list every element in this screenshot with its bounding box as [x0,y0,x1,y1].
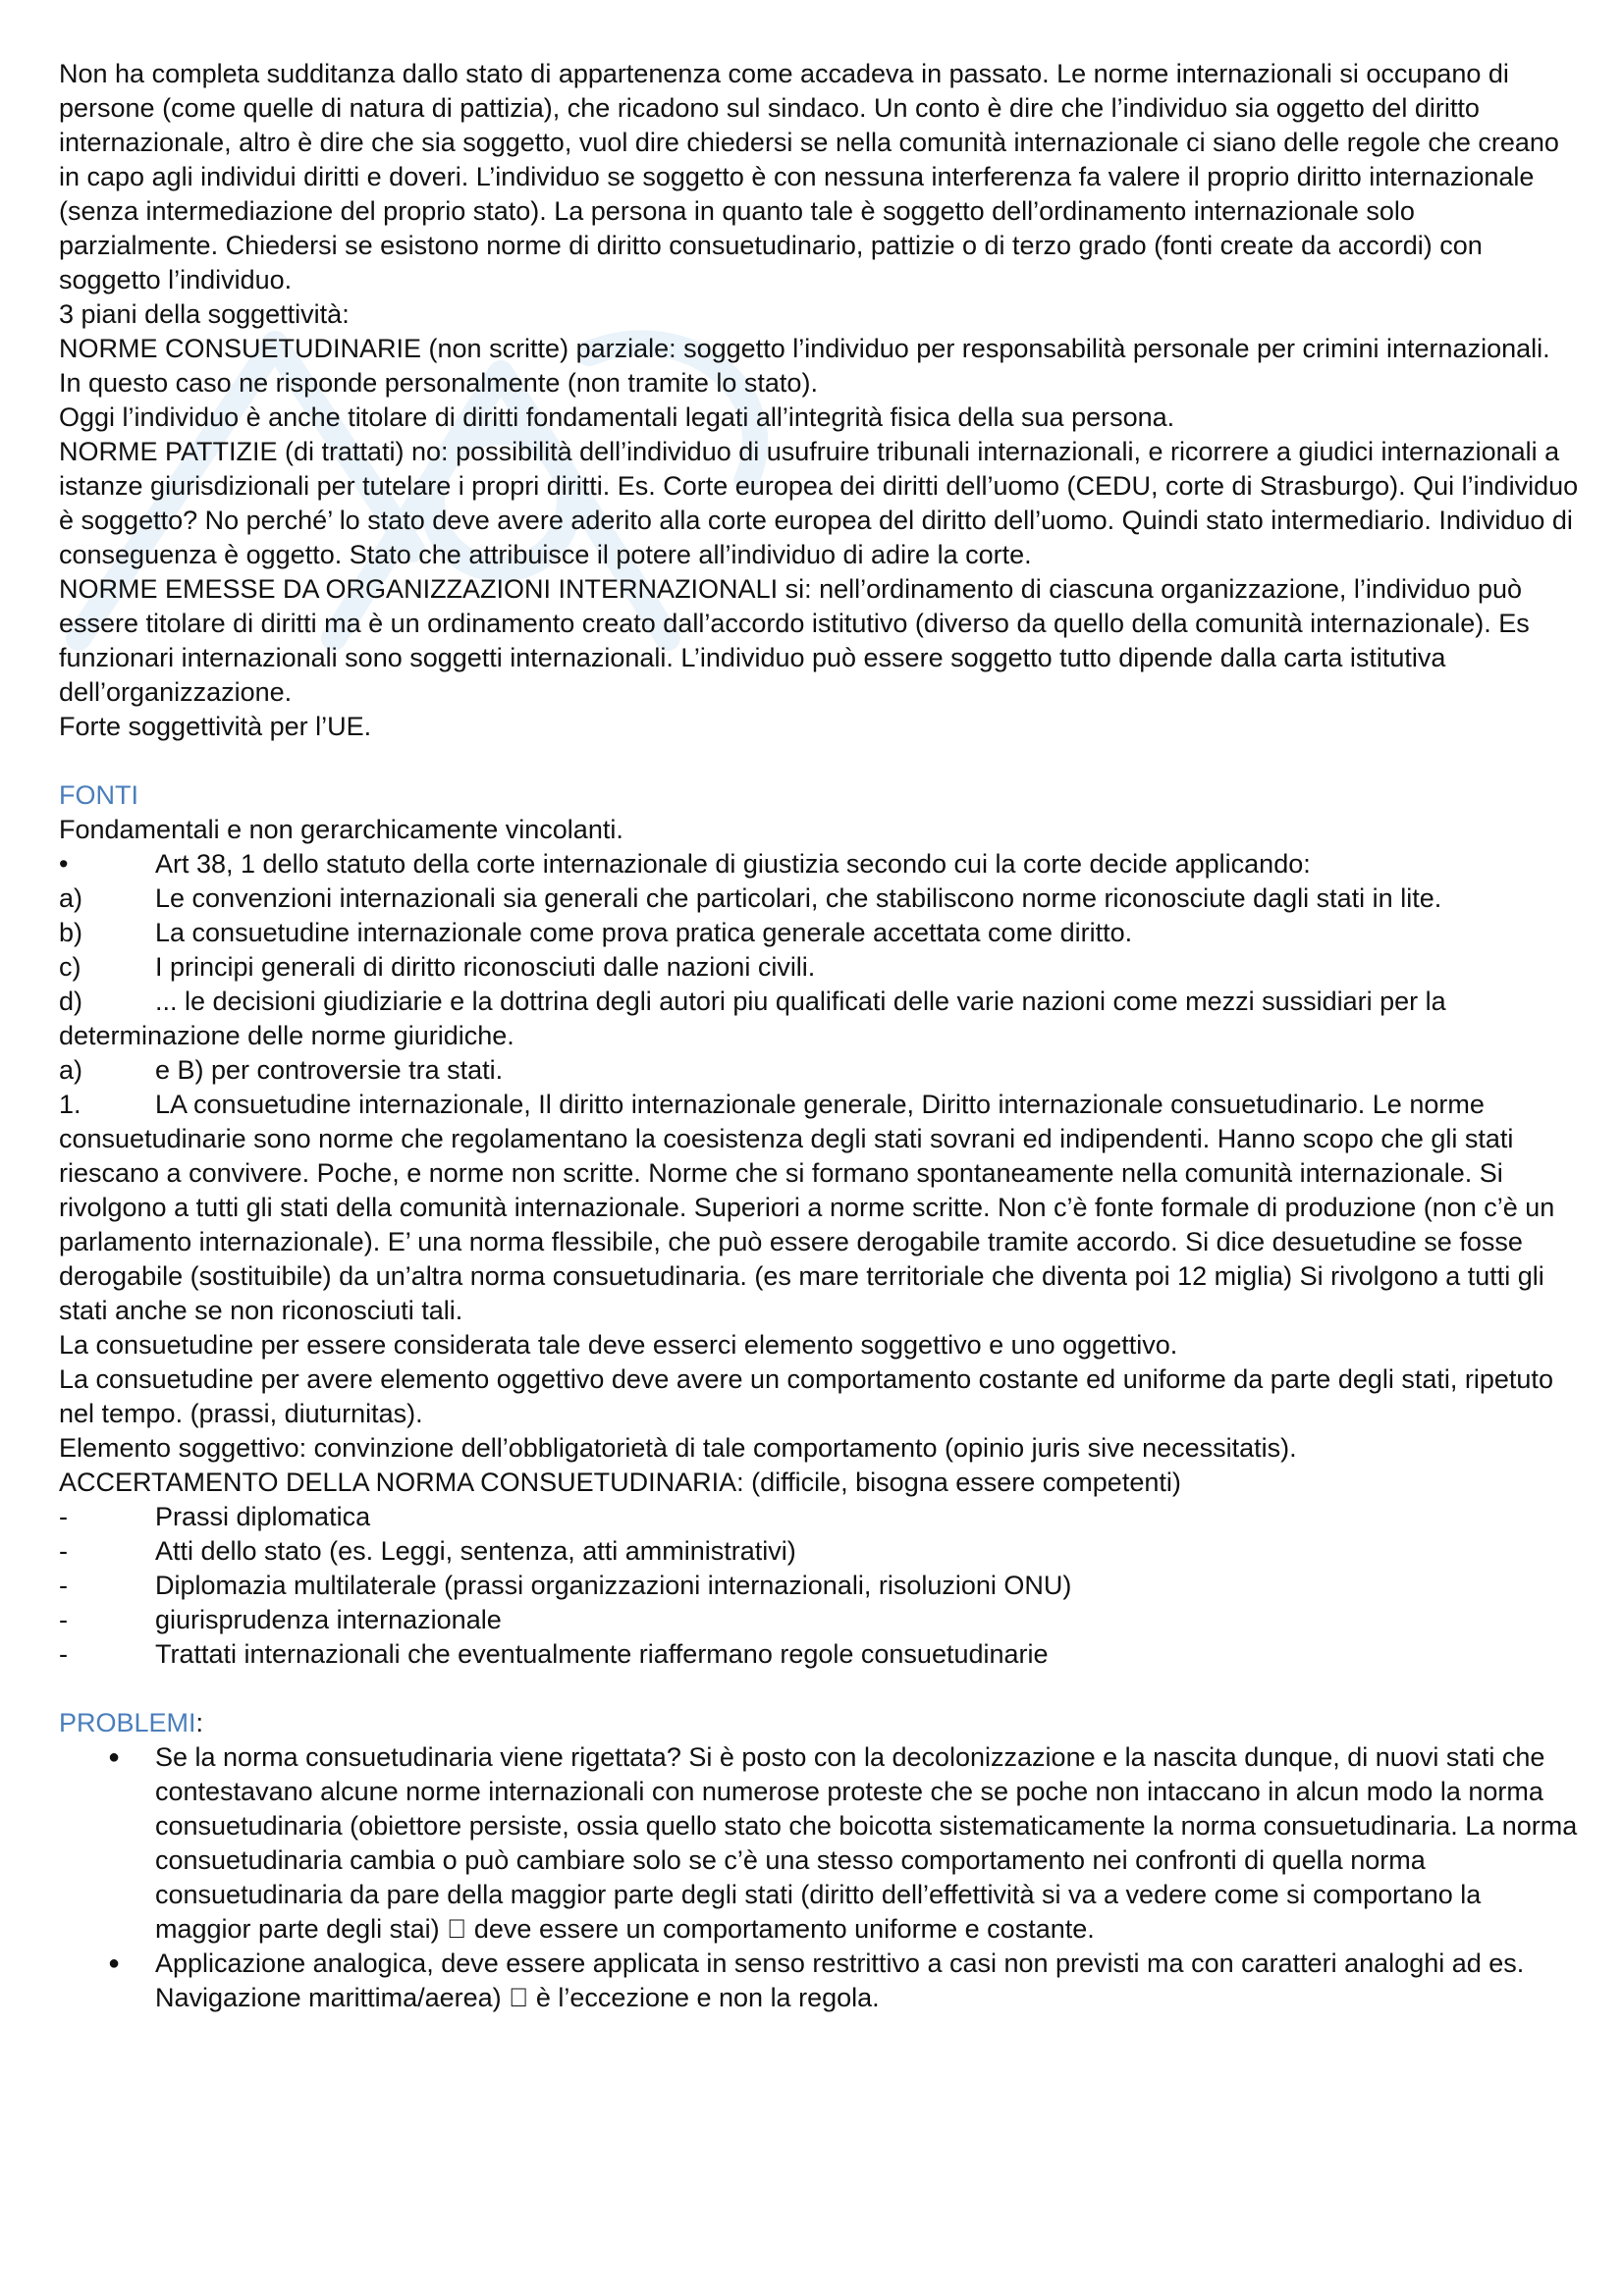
list-item-text: La consuetudine internazionale come prova pratica generale accettata come diritto. [155,918,1133,947]
dash-item-text: Prassi diplomatica [155,1502,371,1531]
dash-item-text: Atti dello stato (es. Leggi, sentenza, atti amministrativi) [155,1536,796,1566]
list-marker: d) [59,987,83,1016]
dash-list-item [59,1569,1579,1603]
dash-list-item [59,1500,1579,1534]
list-item-text: I principi generali di diritto riconosciuti dalle nazioni civili. [155,952,816,982]
document-page [59,57,1579,2015]
dash-item-text: giurisprudenza internazionale [155,1605,502,1634]
fonti-list-item [59,1053,1579,1088]
list-marker: c) [59,952,81,982]
dash-list-item [59,1637,1579,1672]
list-item-text: e B) per controversie tra stati. [155,1055,504,1085]
dash-list-item [59,1534,1579,1569]
dash-marker: - [59,1502,68,1531]
problemi-bullet: ● Se la norma consuetudinaria viene rigettata? Si è posto con la decolonizzazione e la nascita dunque, di nuovi stati che contestavano alcune norme internazionali con numerose proteste che se poche non intaccano in alcun modo la norma consuetudinaria (obiettore persiste, ossia quello stato che boicotta sistematicamente la norma consuetudinaria. La norma consuetudinaria cambia o può cambiare solo se c’è una stesso comportamento nei confronti di quella norma consuetudinaria da pare della maggior parte degli stati (diritto dell’effettività si va a vedere come si comportano la maggior parte degli stai) deve essere un comportamento uniforme e costante. [59,1740,1579,1947]
consuetudine-paragraph: La consuetudine per essere considerata tale deve esserci elemento soggettivo e uno oggettivo. [59,1330,1178,1360]
list-marker: b) [59,918,83,947]
problemi-heading: PROBLEMI [59,1708,196,1737]
soggettivita-title: 3 piani della soggettività: [59,299,350,329]
norme-organizzazioni-paragraph: NORME EMESSE DA ORGANIZZAZIONI INTERNAZIONALI si: nell’ordinamento di ciascuna organizzazione, l’individuo può essere titolare di diritti ma è un ordinamento creato dall’accordo istitutivo (diverso da quello della comunità internazionale). Es funzionari internazionali sono soggetti internazionali. L’individuo può essere soggetto tutto dipende dalla carta istitutiva dell’organizzazione. [59,574,1530,707]
fonti-subtitle: Fondamentali e non gerarchicamente vincolanti. [59,815,623,844]
problemi-list [59,1740,1579,2015]
diritti-fondamentali-paragraph: Oggi l’individuo è anche titolare di diritti fondamentali legati all’integrità fisica della sua persona. [59,402,1175,432]
problemi-bullet: ● Applicazione analogica, deve essere applicata in senso restrittivo a casi non previsti ma con caratteri analoghi ad es. Navigazione marittima/aerea) è l’eccezione e non la regola. [59,1947,1579,2015]
dash-item-text: Diplomazia multilaterale (prassi organizzazioni internazionali, risoluzioni ONU) [155,1571,1072,1600]
list-marker: a) [59,1055,83,1085]
dash-marker: - [59,1571,68,1600]
soggettivita-ue-paragraph: Forte soggettività per l’UE. [59,712,372,741]
list-item-text: Le convenzioni internazionali sia generali che particolari, che stabiliscono norme riconosciute dagli stati in lite. [155,883,1442,913]
accertamento-paragraph: ACCERTAMENTO DELLA NORMA CONSUETUDINARIA: (difficile, bisogna essere competenti) [59,1468,1181,1497]
norme-pattizie-paragraph: NORME PATTIZIE (di trattati) no: possibilità dell’individuo di usufruire tribunali internazionali, e ricorrere a giudici internazionali a istanze giurisdizionali per tutelare i propri diritti. Es. Corte europea dei diritti dell’uomo (CEDU, corte di Strasburgo). Qui l’individuo è soggetto? No perché’ lo stato deve avere aderito alla corte europea del diritto dell’uomo. Quindi stato intermediario. Individuo di conseguenza è oggetto. Stato che attribuisce il potere all’individuo di adire la corte. [59,437,1579,569]
dash-marker: - [59,1536,68,1566]
elemento-soggettivo-paragraph: Elemento soggettivo: convinzione dell’obbligatorietà di tale comportamento (opinio juris sive necessitatis). [59,1433,1297,1463]
dash-marker: - [59,1605,68,1634]
elemento-oggettivo-paragraph: La consuetudine per avere elemento oggettivo deve avere un comportamento costante ed uniforme da parte degli stati, ripetuto nel tempo. (prassi, diuturnitas). [59,1364,1553,1428]
intro-paragraph: Non ha completa sudditanza dallo stato di appartenenza come accadeva in passato. Le norme internazionali si occupano di persone (come quelle di natura di pattizia), che ricadono sul sindaco. Un conto è dire che l’individuo sia oggetto del diritto internazionale, altro è dire che sia soggetto, vuol dire chiedersi se nella comunità internazionale ci siano delle regole che creano in capo agli individui diritti e doveri. L’individuo se soggetto è con nessuna interferenza fa valere il proprio diritto internazionale (senza intermediazione del proprio stato). La persona in quanto tale è soggetto dell’ordinamento internazionale solo parzialmente. Chiedersi se esistono norme di diritto consuetudinario, pattizie o di terzo grado (fonti create da accordi) con soggetto l’individuo. [59,59,1559,294]
list-item-text: LA consuetudine internazionale, Il diritto internazionale generale, Diritto internazionale consuetudinario. Le norme consuetudinarie sono norme che regolamentano la coesistenza degli stati sovrani ed indipendenti. Hanno scopo che gli stati riescano a convivere. Poche, e norme non scritte. Norme che si formano spontaneamente nella comunità internazionale. Si rivolgono a tutti gli stati della comunità internazionale. Superiori a norme scritte. Non c’è fonte formale di produzione (non c’è un parlamento internazionale). E’ una norma flessibile, che può essere derogabile tramite accordo. Si dice desuetudine se fosse derogabile (sostituibile) da un’altra norma consuetudinaria. (es mare territoriale che diventa poi 12 miglia) Si rivolgono a tutti gli stati anche se non riconosciuti tali. [59,1090,1555,1325]
norme-consuetudinarie-paragraph: NORME CONSUETUDINARIE (non scritte) parziale: soggetto l’individuo per responsabilità personale per crimini internazionali. In questo caso ne risponde personalmente (non tramite lo stato). [59,334,1550,398]
problemi-colon: : [195,1708,204,1737]
fonti-list-item [59,881,1579,916]
dash-item-text: Trattati internazionali che eventualmente riaffermano regole consuetudinarie [155,1639,1049,1669]
fonti-heading: FONTI [59,780,138,810]
dash-list-item [59,1603,1579,1637]
problemi-heading-line [59,1706,1579,1740]
list-marker: a) [59,883,83,913]
list-marker: 1. [59,1090,81,1119]
list-item-text: ... le decisioni giudiziarie e la dottrina degli autori piu qualificati delle varie nazioni come mezzi sussidiari per la determinazione delle norme giuridiche. [59,987,1446,1050]
art38-item [59,847,1579,881]
fonti-list-item [59,916,1579,950]
fonti-list-item [59,950,1579,985]
fonti-list-item [59,1088,1579,1328]
fonti-list-item [59,985,1579,1053]
art38-text: Art 38, 1 dello statuto della corte internazionale di giustizia secondo cui la corte decide applicando: [155,849,1311,879]
dash-marker: - [59,1639,68,1669]
bullet-marker: • [59,849,69,879]
